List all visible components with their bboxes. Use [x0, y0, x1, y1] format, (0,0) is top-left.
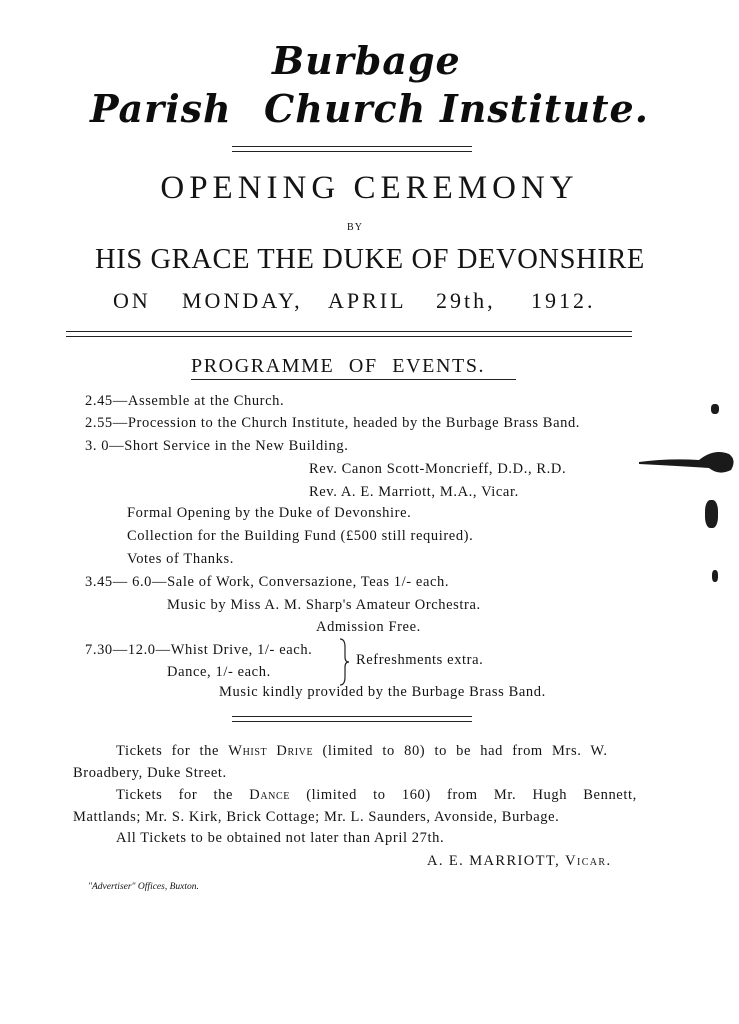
tickets-whist-event: Whist Drive — [228, 743, 314, 759]
event-service-clergy-2: Rev. A. E. Marriott, M.A., Vicar. — [309, 484, 519, 500]
title-divider-top — [232, 146, 472, 147]
ceremony-heading: OPENING CEREMONY — [160, 170, 579, 206]
event-assemble: 2.45—Assemble at the Church. — [85, 393, 285, 409]
event-collection: Collection for the Building Fund (£500 still required). — [127, 528, 474, 544]
event-service-clergy-1: Rev. Canon Scott-Moncrieff, D.D., R.D. — [309, 461, 567, 477]
event-brass-band: Music kindly provided by the Burbage Brass Band. — [219, 684, 546, 700]
ink-speck-icon — [712, 570, 718, 582]
header-divider-bottom — [66, 336, 632, 337]
programme-divider-bottom — [232, 721, 472, 722]
ink-spot-icon — [705, 500, 718, 528]
event-refreshments: Refreshments extra. — [356, 652, 484, 668]
date-on: ON — [113, 288, 151, 313]
header-divider-top — [66, 331, 632, 332]
event-whist-drive: 7.30—12.0—Whist Drive, 1/- each. — [85, 642, 313, 658]
signature — [427, 853, 612, 870]
event-sale-of-work: 3.45— 6.0—Sale of Work, Conversazione, Teas 1/- each. — [85, 574, 450, 590]
tickets-dance-event: Dance — [249, 787, 290, 803]
event-votes: Votes of Thanks. — [127, 551, 234, 567]
signature-title: Vicar. — [565, 853, 612, 869]
date-num: 29th, — [436, 288, 496, 313]
date-year: 1912. — [531, 288, 596, 313]
title-church: Church — [264, 86, 427, 131]
event-admission: Admission Free. — [316, 619, 421, 635]
by-label: BY — [347, 222, 363, 233]
tickets-dance-intro: Tickets for the — [116, 787, 234, 803]
event-service: 3. 0—Short Service in the New Building. — [85, 438, 349, 454]
duke-heading: HIS GRACE THE DUKE OF DEVONSHIRE — [95, 244, 645, 275]
tickets-dance-line2: Mattlands; Mr. S. Kirk, Brick Cottage; Mr. L. Saunders, Avonside, Burbage. — [73, 809, 560, 825]
date-month: APRIL — [328, 288, 407, 313]
signature-name: A. E. MARRIOTT, — [427, 853, 561, 869]
printer-imprint: "Advertiser" Offices, Buxton. — [88, 882, 199, 892]
tickets-whist-line2: Broadbery, Duke Street. — [73, 765, 227, 781]
tickets-whist-detail: (limited to 80) to be had from Mrs. W. — [322, 743, 608, 759]
ink-speck-icon — [711, 404, 719, 414]
title-institute: Institute. — [440, 86, 649, 131]
tickets-dance-line1 — [116, 787, 637, 804]
event-dance: Dance, 1/- each. — [167, 664, 271, 680]
programme-divider-top — [232, 716, 472, 717]
title-burbage: Burbage — [272, 38, 461, 83]
ink-blot-icon — [639, 440, 739, 480]
event-formal-opening: Formal Opening by the Duke of Devonshire. — [127, 505, 412, 521]
event-orchestra: Music by Miss A. M. Sharp's Amateur Orchestra. — [167, 597, 481, 613]
tickets-whist-intro: Tickets for the — [116, 743, 220, 759]
tickets-whist-line1 — [116, 743, 608, 760]
date-day: MONDAY, — [182, 288, 303, 313]
event-procession: 2.55—Procession to the Church Institute, headed by the Burbage Brass Band. — [85, 415, 581, 431]
tickets-dance-detail: (limited to 160) from Mr. Hugh Bennett, — [306, 787, 637, 803]
programme-heading-underline — [191, 379, 516, 380]
title-parish: Parish — [90, 86, 232, 131]
tickets-deadline: All Tickets to be obtained not later than April 27th. — [116, 830, 445, 846]
title-divider-bottom — [232, 151, 472, 152]
programme-heading: PROGRAMME OF EVENTS. — [191, 355, 486, 377]
brace-icon — [337, 637, 351, 687]
